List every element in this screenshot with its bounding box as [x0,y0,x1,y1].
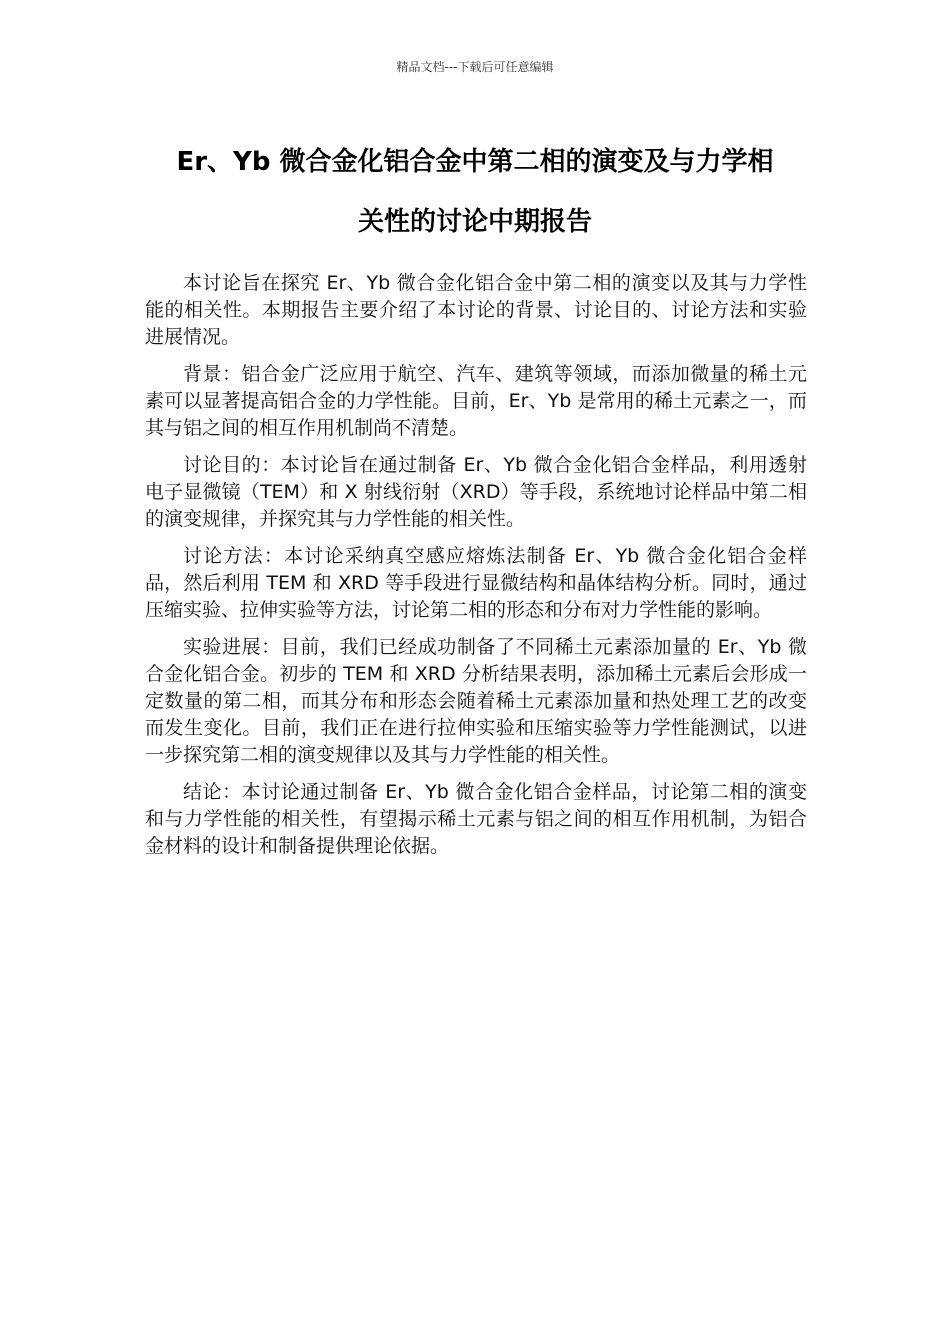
paragraph-methods: 讨论方法：本讨论采纳真空感应熔炼法制备 Er、Yb 微合金化铝合金样品，然后利用 TEM 和 XRD 等手段进行显微结构和晶体结构分析。同时，通过压缩实验、拉伸实验等方法，讨论第二相的形态和分布对力学性能的影响。 [145,545,807,621]
paragraph-conclusion: 结论：本讨论通过制备 Er、Yb 微合金化铝合金样品，讨论第二相的演变和与力学性能的相关性，有望揭示稀土元素与铝之间的相互作用机制，为铝合金材料的设计和制备提供理论依据。 [145,781,807,857]
title-line-2: 关性的讨论中期报告 [357,207,592,237]
paragraph-intro: 本讨论旨在探究 Er、Yb 微合金化铝合金中第二相的演变以及其与力学性能的相关性。本期报告主要介绍了本讨论的背景、讨论目的、讨论方法和实验进展情况。 [145,272,807,348]
paragraph-background: 背景：铝合金广泛应用于航空、汽车、建筑等领域，而添加微量的稀土元素可以显著提高铝合金的力学性能。目前，Er、Yb 是常用的稀土元素之一，而其与铝之间的相互作用机制尚不清楚。 [145,363,807,439]
document-title [140,132,810,252]
title-line-1: Er、Yb 微合金化铝合金中第二相的演变及与力学相 [176,147,774,177]
paragraph-progress: 实验进展：目前，我们已经成功制备了不同稀土元素添加量的 Er、Yb 微合金化铝合金。初步的 TEM 和 XRD 分析结果表明，添加稀土元素后会形成一定数量的第二相，而其分布和形态会随着稀土元素添加量和热处理工艺的改变而发生变化。目前，我们正在进行拉伸实验和压缩实验等力学性能测试，以进一步探究第二相的演变规律以及其与力学性能的相关性。 [145,636,807,766]
document-body [145,270,807,870]
paragraph-purpose: 讨论目的：本讨论旨在通过制备 Er、Yb 微合金化铝合金样品，利用透射电子显微镜（TEM）和 X 射线衍射（XRD）等手段，系统地讨论样品中第二相的演变规律，并探究其与力学性能的相关性。 [145,454,807,530]
header-note: 精品文档---下载后可任意编辑 [396,60,554,74]
